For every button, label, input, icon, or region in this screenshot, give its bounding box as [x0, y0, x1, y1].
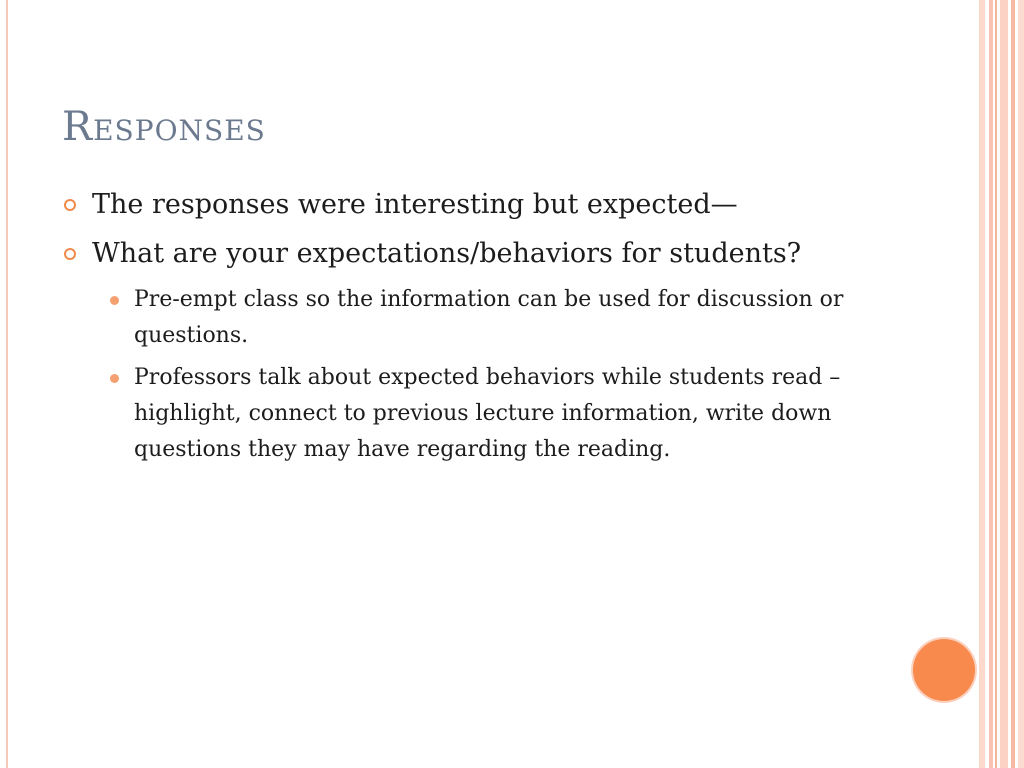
sub-bullet-text: Professors talk about expected behaviors while students read – highlight, connect to previous lecture information, write down questions they may have regarding the reading. [134, 365, 841, 462]
slide-content [62, 184, 892, 474]
sub-bullet-list [62, 282, 892, 468]
bullet-text: The responses were interesting but expected— [92, 189, 738, 220]
decorative-stripe [1011, 0, 1015, 768]
decorative-stripe [989, 0, 993, 768]
decorative-stripe [995, 0, 997, 768]
decorative-stripe [1000, 0, 1008, 768]
decorative-stripe [1018, 0, 1024, 768]
ring-bullet-icon [64, 199, 76, 211]
decorative-stripe [979, 0, 985, 768]
bullet-item [62, 233, 892, 275]
sub-bullet-item [104, 360, 892, 468]
bullet-item [62, 184, 892, 226]
slide-title: Responses [62, 104, 266, 150]
decorative-orange-circle [913, 639, 975, 701]
dot-bullet-icon [110, 374, 119, 383]
dot-bullet-icon [110, 296, 119, 305]
left-border-line [6, 0, 8, 768]
ring-bullet-icon [64, 248, 76, 260]
sub-bullet-item [104, 282, 892, 354]
sub-bullet-text: Pre-empt class so the information can be used for discussion or questions. [134, 287, 844, 348]
bullet-text: What are your expectations/behaviors for students? [92, 238, 802, 269]
